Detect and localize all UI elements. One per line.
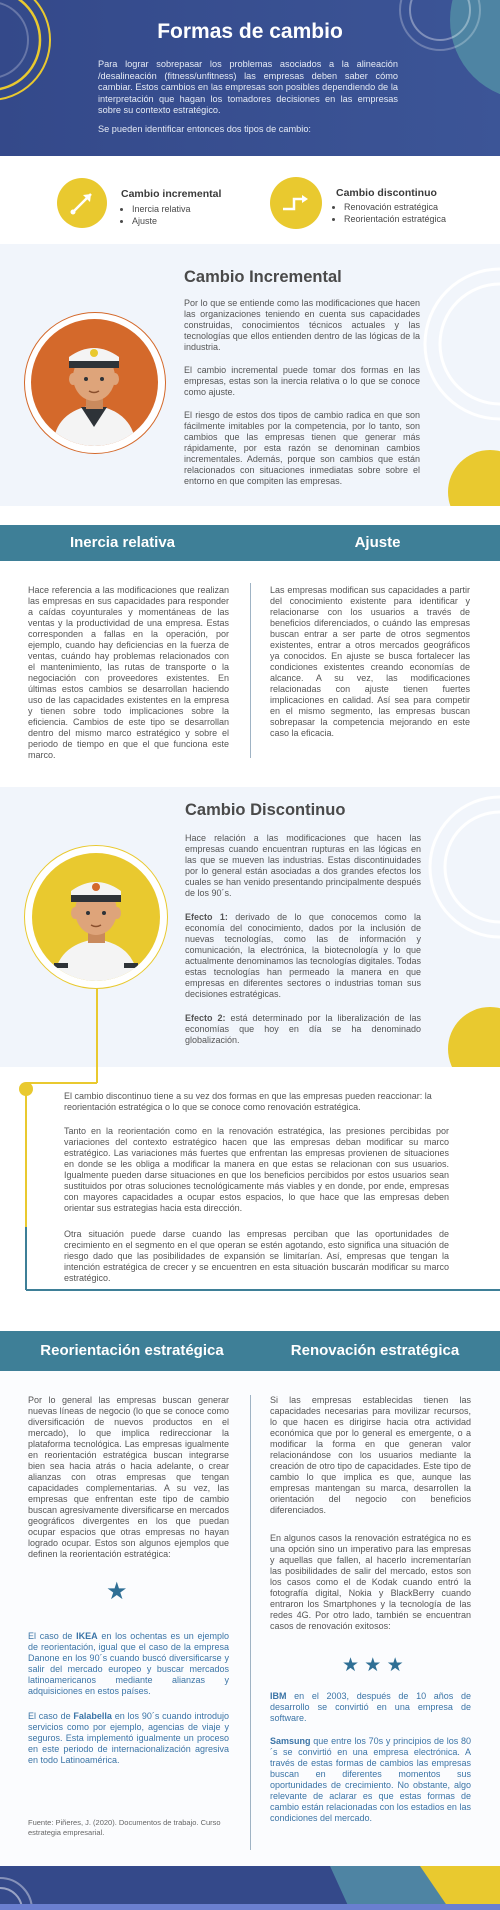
discontinuo-title: Cambio discontinuo — [336, 187, 437, 199]
split1-body — [0, 561, 500, 761]
ikea-name: IKEA — [76, 1631, 98, 1641]
renovacion-p2: En algunos casos la renovación estratégica no es una opción sino un imperativo para las empresas y aquellas que fallen, al hacerlo incrementarían las posibilidades de salir del mercado, estos son los casos como el de Kodak cuando entró la fotografía digital, Nokia y BlackBerry cuando entraron los Smartphones y la tecnología de las redes 4G. Por otro lado, también se encuentran casos de renovación exitosos: — [270, 1533, 471, 1631]
source-note: Fuente: Piñeres, J. (2020). Documentos de trabajo. Curso estrategia empresarial. — [28, 1818, 221, 1837]
incremental-p3: El riesgo de estos dos tipos de cambio radica en que son fácilmente imitables por la competencia, por lo tanto, son cambios que las empresas tienen que generar más rápidamente, por esta razón se denominan cambios incrementales. Además, porque son cambios que están relacionados con situaciones inmediatas sobre sobre el entorno en que compiten las empresas. — [184, 410, 420, 486]
stars-icon: ★ ★ ★ — [342, 1655, 404, 1676]
incremental-heading: Cambio Incremental — [184, 268, 342, 286]
reorientacion-title: Reorientación estratégica — [40, 1342, 224, 1359]
ajuste-title: Ajuste — [354, 534, 401, 551]
effect-1 — [185, 912, 421, 1000]
intro-lead: Se pueden identificar entonces dos tipos de cambio: — [98, 124, 311, 134]
inercia-title: Inercia relativa — [69, 534, 176, 551]
effect-1-label: Efecto 1: — [185, 912, 228, 922]
ibm-text: en el 2003, después de 10 años de desarrollo se convirtió en una empresa de software. — [270, 1691, 471, 1723]
list-item: • Reorientación estratégica — [344, 214, 446, 226]
ajuste-text: Las empresas modifican sus capacidades a partir del conocimiento existente para identificar y relacionarse con los usuarios a través de beneficios diferenciados, o cuándo las empresas buscan entrar a ser parte de otros segmentos existentes, entrar a otros mercados geográficos ya conocidos. En ajuste se busca fortalecer las condiciones existentes creando economías de alcance. A su vez, las modificaciones relacionadas con ajuste tienen fuertes implicaciones en calidad. Así sea para competir en el mismo segmento, las empresas buscan sobrepasar la competencia mejorando en este caso la eficacia. — [270, 585, 470, 738]
discontinuo-heading: Cambio Discontinuo — [185, 801, 346, 819]
forms-p1: El cambio discontinuo tiene a su vez dos formas en que las empresas pueden reaccionar: la reorientación estratégica o lo que se conoce como renovación estratégica. — [64, 1091, 432, 1112]
captain-avatar-icon — [31, 319, 158, 446]
page-title: Formas de cambio — [157, 20, 343, 43]
change-types — [0, 156, 500, 244]
incremental-list — [121, 204, 191, 227]
star-icon: ★ — [106, 1578, 128, 1605]
header-banner — [0, 0, 500, 156]
forms-p3: Otra situación puede darse cuando las empresas perciban que las oportunidades de crecimiento en el segmento en el que operan se estén agotando, esto significa una situación de riesgo dado que las posibilidades de expansión se limitarían. Así, empresas que tengan la intención estratégica de crecer y se encuentren en esta situación buscarán modificar su marco estratégico. — [64, 1229, 449, 1283]
split2-body — [0, 1371, 500, 1866]
list-item: • Inercia relativa — [132, 204, 191, 216]
effect-2 — [185, 1013, 421, 1046]
captain-avatar-icon — [32, 853, 160, 981]
incremental-p1: Por lo que se entiende como las modificaciones que hacen las organizaciones teniendo en cuenta sus capacidades construidas, conocimientos técnicos actuales y las tecnologías que ellos entienden dentro de las lógicas de la industria. — [184, 298, 420, 352]
incremental-section — [0, 244, 500, 506]
forms-p2: Tanto en la reorientación como en la renovación estratégica, las presiones percibidas por variaciones del contexto estratégico hacen que las empresas deban modificar su marco estratégico. Las variaciones más fuertes que enfrentan las empresas provienen de situaciones en donde se les obliga a modificar la manera en que estas se relacionan con sus usuarios. Igualmente pueden darse situaciones en que los beneficios percibidos por estos usuarios sean sustituidos por otras soluciones tecnológicamente más viables y en donde, por ende, empresas con mayores capacidades a ocupar estos espacios, lo que hace que las empresas deben orientar sus estrategias hacia esta dirección. — [64, 1126, 449, 1213]
effect-2-label: Efecto 2: — [185, 1013, 226, 1023]
step-arrow-icon — [270, 177, 322, 229]
footer-decor — [0, 1866, 500, 1910]
intro-text: Para lograr sobrepasar los problemas asociados a la alineación /desalineación (fitness/unfitness) las empresas deben saber cómo cambiar. Estos cambios en las empresas son posibles dependiendo de la interpretación que hagan los tomadores decisiones en las empresas sobre su contexto estratégico. — [98, 59, 398, 115]
discontinuo-section — [0, 787, 500, 1067]
renovacion-title: Renovación estratégica — [290, 1342, 460, 1359]
footer-band — [0, 1866, 500, 1910]
discontinuo-circle — [270, 177, 322, 229]
falabella-prefix: El caso de — [28, 1711, 74, 1721]
samsung-name: Samsung — [270, 1736, 311, 1746]
list-item: • Renovación estratégica — [344, 202, 446, 214]
incremental-circle — [57, 178, 107, 228]
renovacion-p1: Si las empresas establecidas tienen las capacidades necesarias para movilizar recursos, lo que hacen es dirigirse hacia otra actividad económica que por lo general es emergente, o a modificar la forma en que generan valor relacionándose con los usuarios mediante la creación de otro tipo de capacidades. Este tipo de cambio lo que implica es que, aunque las empresas mantengan su marca, desarrollen la orientación del negocio con beneficios diferenciados. — [270, 1395, 471, 1515]
ibm-example — [270, 1691, 471, 1724]
incremental-p2: El cambio incremental puede tomar dos formas en las empresas, estas son la inercia relativa o lo que se conoce como ajuste. — [184, 365, 420, 397]
ikea-example — [28, 1631, 229, 1697]
list-item: • Ajuste — [132, 216, 191, 228]
ibm-name: IBM — [270, 1691, 287, 1701]
avatar-ring — [24, 845, 168, 989]
falabella-text: en los 90´s cuando introdujo servicios como por ejemplo, agencias de viaje y seguros. Esta implementó igualmente un proceso en este periodo de internacionalización agresiva en todo Latinoamérica. — [28, 1711, 230, 1765]
falabella-example — [28, 1711, 229, 1766]
reorientacion-text: Por lo general las empresas buscan generar nuevas líneas de negocio (lo que se conoce como diversificación de nuevos productos en el mercado), lo que implica redireccionar la plataforma tecnológica. Las empresas igualmente en reorientación estratégica buscan integrarse bien sea hacia atrás o hacia adelante, o crear alianzas con otras empresas que tengan capacidades complementarias. A su vez, las empresas que enfrentan este tipo de cambio buscan agresivamente diversificarse en mercados geográficos divergentes en los que puedan ocupar espacios que otras empresas no hayan logrado ocupar. Estos son algunos ejemplos que definen la reorientación estratégica: — [28, 1395, 229, 1559]
split1-header — [0, 525, 500, 561]
arrow-up-right-icon — [57, 178, 107, 228]
effect-1-text: derivado de lo que conocemos como la economía del conocimiento, dados por la inclusión de nuevas tecnologías, como las de información y comunicación, la electrónica, la biotecnología y lo que actualmente denominamos las tecnologías digitales. Todas estas tecnologías han permeado la manera en que empresas en diferentes sectores o industrias toman sus decisiones estratégicas. — [185, 912, 421, 999]
avatar-ring — [24, 312, 166, 454]
incremental-title: Cambio incremental — [121, 188, 222, 200]
samsung-text: que entre los 70s y principios de los 80´s se convirtió en una empresa electrónica. A través de estas formas de cambios las empresas buscan en diferentes momentos sus oportunidades de crecimiento. No obstante, algo relevante de aclarar es que estas formas de cambio están relacionadas con los estadios en las condiciones del mercado. — [270, 1736, 471, 1823]
divider — [250, 583, 251, 758]
effect-2-text: está determinado por la liberalización de las economías que hoy en día se ha denominado globalización. — [185, 1013, 421, 1045]
discontinuo-forms — [0, 1067, 500, 1307]
discontinuo-p1: Hace relación a las modificaciones que hacen las empresas cuando encuentran rupturas en las lógicas en las que se mueven las industrias. Estas discontinuidades por lo general están asociadas a dos grandes efectos los cuales se han venido presentando principalmente después de los 90´s. — [185, 833, 421, 898]
discontinuo-list — [333, 202, 446, 225]
ikea-text: en los ochentas es un ejemplo de reorientación, igual que el caso de la empresa Danone en los 90´s cuando buscó diversificarse y salir del mercado europeo y buscar mercados latinoamericanos mediante alianzas y adquisiciones en estos países. — [28, 1631, 229, 1696]
ikea-prefix: El caso de — [28, 1631, 77, 1641]
falabella-name: Falabella — [73, 1711, 112, 1721]
inercia-text: Hace referencia a las modificaciones que realizan las empresas en sus capacidades para responder a caídas coyunturales y momentáneas de las ventas y la productividad de una empresa. Estas corresponden a fallas en la operación, por ejemplo, cuando hay deficiencias en la fuerza de ventas, cuándo hay problemas relacionados con el mantenimiento, las rutas de transporte o la negociación con proveedores existentes. En últimas estos cambios se desarrollan haciendo uso de las capacidades existentes en la empresa y tienen sobre todo implicaciones sobre la eficiencia. Cambios de este tipo se desarrollan dentro del mismo marco estratégico y sobre el periodo de tiempo en que el que funciona este marco. — [28, 585, 229, 760]
samsung-example — [270, 1736, 471, 1824]
split2-header — [0, 1331, 500, 1371]
divider — [250, 1395, 251, 1850]
